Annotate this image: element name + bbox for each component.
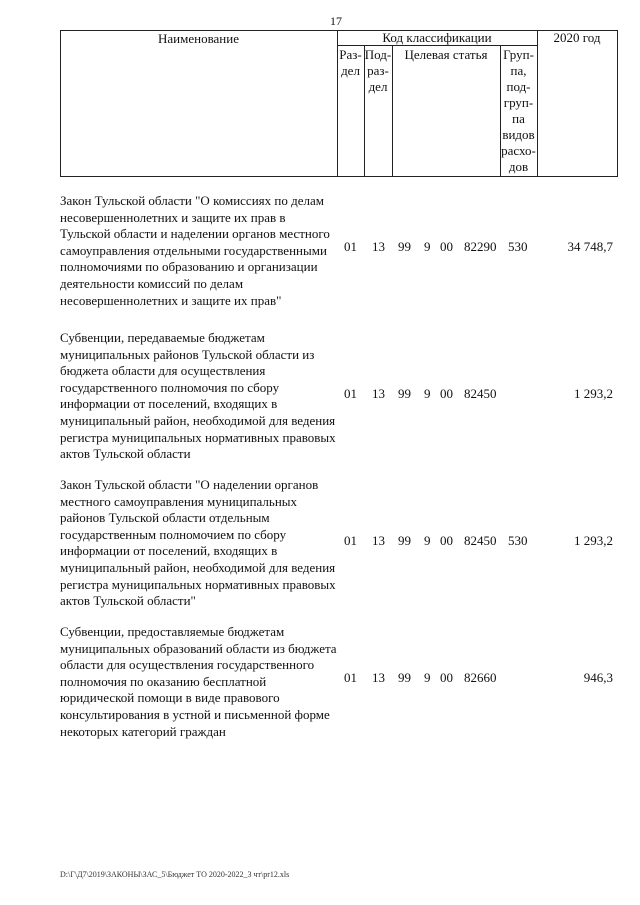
row-target-article-part1: 99 bbox=[398, 670, 411, 685]
row-target-article-part2: 9 bbox=[424, 386, 431, 401]
table-row-name: Субвенции, предоставляемые бюджетам муниципальных образований области из бюджета области для осуществления государственного полномочия по оказанию бесплатной юридической помощи в виде правового консультирования в устной и письменной форме некоторых категорий граждан bbox=[60, 624, 337, 739]
table-row-name: Закон Тульской области "О наделении органов местного самоуправления муниципальных районов Тульской области отдельным государственным полномочием по сбору информации от поселений, входящих в муниципальный район, необходимой для ведения регистра муниципальных нормативных правовых актов Тульской области" bbox=[60, 477, 336, 609]
name-column-header: Наименование bbox=[158, 31, 239, 46]
row-target-article-part2: 9 bbox=[424, 533, 431, 548]
table-right-border bbox=[617, 30, 618, 177]
row-subsection-code: 13 bbox=[372, 670, 385, 685]
year-column-header: 2020 год bbox=[553, 30, 601, 45]
row-target-article-part3: 00 bbox=[440, 533, 453, 548]
row-section-code: 01 bbox=[344, 386, 357, 401]
row-amount: 1 293,2 bbox=[574, 386, 613, 401]
row-subsection-code: 13 bbox=[372, 533, 385, 548]
row-section-code: 01 bbox=[344, 533, 357, 548]
row-target-article-part1: 99 bbox=[398, 386, 411, 401]
row-target-article-part2: 9 bbox=[424, 239, 431, 254]
row-target-article-part2: 9 bbox=[424, 670, 431, 685]
row-amount: 946,3 bbox=[583, 670, 613, 685]
classification-header: Код классификации bbox=[382, 30, 492, 45]
subsection-header: Под- раз- дел bbox=[364, 47, 392, 94]
table-left-border bbox=[60, 30, 61, 177]
row-target-article-part3: 00 bbox=[440, 239, 453, 254]
row-target-article-part4: 82450 bbox=[464, 386, 497, 401]
table-row-name: Субвенции, передаваемые бюджетам муниципальных районов Тульской области из бюджета области для осуществления государственного полномочия по сбору информации от поселений, входящих в муниципальный район, необходимой для ведения регистра муниципальных нормативных правовых актов Тульской области bbox=[60, 330, 336, 462]
year-col-divider bbox=[537, 30, 538, 177]
row-subsection-code: 13 bbox=[372, 386, 385, 401]
row-section-code: 01 bbox=[344, 670, 357, 685]
row-target-article-part1: 99 bbox=[398, 239, 411, 254]
row-expense-group: 530 bbox=[508, 533, 528, 548]
row-target-article-part3: 00 bbox=[440, 386, 453, 401]
expense-group-header: Груп- па, под- груп- па видов расхо- дов bbox=[501, 47, 536, 174]
row-amount: 34 748,7 bbox=[567, 239, 613, 254]
row-target-article-part4: 82450 bbox=[464, 533, 497, 548]
row-subsection-code: 13 bbox=[372, 239, 385, 254]
row-expense-group: 530 bbox=[508, 239, 528, 254]
target-article-header: Целевая статья bbox=[404, 47, 488, 62]
section-header: Раз- дел bbox=[339, 47, 362, 78]
row-target-article-part1: 99 bbox=[398, 533, 411, 548]
row-section-code: 01 bbox=[344, 239, 357, 254]
row-target-article-part3: 00 bbox=[440, 670, 453, 685]
subsection-col-divider bbox=[392, 45, 393, 177]
file-path-footer: D:\Г\Д7\2019\ЗАКОНЫ\ЗАС_5\Бюджет ТО 2020-2022_3 чт\pr12.xls bbox=[60, 870, 290, 879]
table-row-name: Закон Тульской области "О комиссиях по делам несовершеннолетних и защите их прав в Тульской области и наделении органов местного самоуправления отдельными государственными полномочиями по образованию и организации деятельности комиссий по делам несовершеннолетних и защите их прав" bbox=[60, 193, 330, 308]
row-target-article-part4: 82660 bbox=[464, 670, 497, 685]
row-target-article-part4: 82290 bbox=[464, 239, 497, 254]
page-number: 17 bbox=[330, 14, 342, 28]
table-header-bottom-border bbox=[60, 176, 617, 177]
row-amount: 1 293,2 bbox=[574, 533, 613, 548]
